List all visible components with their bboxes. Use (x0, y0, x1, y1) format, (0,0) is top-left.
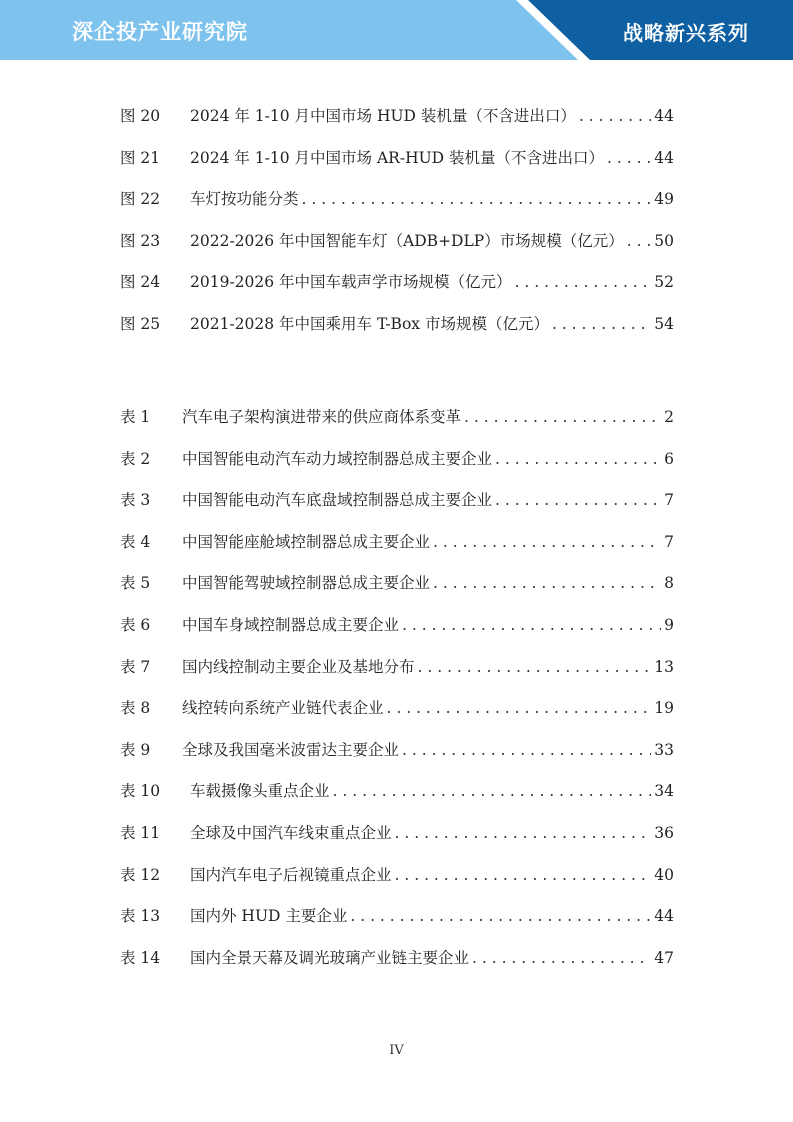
toc-leader (472, 938, 651, 980)
toc-leader (552, 304, 651, 346)
toc-number: 图 22 (120, 190, 161, 209)
toc-leader (333, 771, 652, 813)
toc-page: 50 (654, 231, 674, 250)
toc-number: 表 2 (120, 449, 151, 468)
table-list (120, 397, 674, 979)
toc-row[interactable] (120, 439, 674, 481)
toc-number: 表 1 (120, 408, 151, 426)
toc-leader (627, 221, 652, 263)
toc-number: 表 9 (120, 740, 151, 759)
toc-number: 图 23 (120, 231, 161, 250)
toc-page: 44 (654, 107, 674, 125)
toc-leader (495, 439, 661, 481)
toc-title: 国内汽车电子后视镜重点企业 (190, 865, 392, 884)
toc-leader (350, 896, 651, 938)
toc-row[interactable] (120, 262, 674, 304)
toc-number: 表 3 (120, 491, 151, 510)
toc-leader (418, 647, 652, 689)
toc-row[interactable] (120, 688, 674, 730)
toc-row[interactable] (120, 480, 674, 522)
toc-number: 图 20 (120, 107, 161, 125)
toc-title: 车灯按功能分类 (190, 190, 299, 209)
toc-number: 表 12 (120, 865, 161, 884)
toc-leader (387, 688, 652, 730)
toc-leader (464, 397, 661, 439)
brand-title: 深企投产业研究院 (72, 20, 248, 44)
toc-leader (395, 813, 652, 855)
toc-row[interactable] (120, 138, 674, 180)
toc-leader (515, 262, 652, 304)
toc-number: 图 24 (120, 273, 161, 292)
toc-number: 表 5 (120, 574, 151, 593)
series-title: 战略新兴系列 (623, 21, 749, 45)
toc-page: 54 (654, 314, 674, 333)
toc-row[interactable] (120, 563, 674, 605)
toc-title: 中国车身域控制器总成主要企业 (182, 615, 400, 634)
toc-page: 47 (654, 948, 674, 967)
toc-row[interactable] (120, 938, 674, 980)
toc-page: 13 (654, 657, 674, 676)
toc-leader (395, 855, 652, 897)
toc-number: 表 4 (120, 532, 151, 551)
toc-page: 7 (664, 491, 674, 510)
toc-row[interactable] (120, 179, 674, 221)
toc-row[interactable] (120, 96, 674, 138)
toc-page: 19 (654, 699, 674, 718)
toc-title: 汽车电子架构演进带来的供应商体系变革 (182, 408, 462, 426)
toc-title: 全球及中国汽车线束重点企业 (190, 823, 392, 842)
toc-title: 全球及我国毫米波雷达主要企业 (182, 740, 400, 759)
toc-number: 图 21 (120, 148, 161, 167)
toc-page: 44 (654, 148, 674, 167)
toc-row[interactable] (120, 771, 674, 813)
toc-page: 9 (664, 615, 674, 634)
toc-title: 中国智能驾驶域控制器总成主要企业 (182, 574, 431, 593)
toc-title: 中国智能电动汽车动力域控制器总成主要企业 (182, 449, 493, 468)
toc-row[interactable] (120, 605, 674, 647)
toc-row[interactable] (120, 813, 674, 855)
toc-number: 表 14 (120, 948, 161, 967)
page-number: IV (389, 1043, 404, 1058)
toc-leader (302, 179, 652, 221)
toc-page: 44 (654, 907, 674, 926)
page-header (0, 0, 793, 62)
toc-title: 国内线控制动主要企业及基地分布 (182, 657, 415, 676)
toc-row[interactable] (120, 522, 674, 564)
toc-title: 车载摄像头重点企业 (190, 782, 330, 801)
toc-number: 表 11 (120, 823, 161, 842)
toc-title: 国内全景天幕及调光玻璃产业链主要企业 (190, 948, 470, 967)
toc-page: 7 (664, 532, 674, 551)
toc-row[interactable] (120, 304, 674, 346)
toc-page: 36 (654, 823, 674, 842)
toc-page: 49 (654, 190, 674, 209)
toc-page: 2 (664, 408, 674, 426)
toc-page: 33 (654, 740, 674, 759)
toc-title: 线控转向系统产业链代表企业 (182, 699, 384, 718)
toc-row[interactable] (120, 896, 674, 938)
toc-leader (495, 480, 661, 522)
toc-number: 表 13 (120, 907, 161, 926)
toc-leader (402, 730, 651, 772)
toc-title: 中国智能座舱域控制器总成主要企业 (182, 532, 431, 551)
toc-title: 2024 年 1-10 月中国市场 HUD 装机量（不含进出口） (190, 107, 576, 125)
toc-number: 表 10 (120, 782, 161, 801)
toc-leader (433, 522, 661, 564)
toc-title: 2019-2026 年中国车载声学市场规模（亿元） (190, 273, 512, 292)
toc-leader (579, 96, 651, 138)
toc-title: 2022-2026 年中国智能车灯（ADB+DLP）市场规模（亿元） (190, 231, 624, 250)
toc-row[interactable] (120, 397, 674, 439)
toc-row[interactable] (120, 647, 674, 689)
toc-row[interactable] (120, 855, 674, 897)
toc-page: 34 (654, 782, 674, 801)
toc-row[interactable] (120, 221, 674, 263)
toc-number: 图 25 (120, 314, 161, 333)
toc-number: 表 8 (120, 699, 151, 718)
figure-list (120, 96, 674, 346)
toc-leader (402, 605, 661, 647)
toc-leader (433, 563, 661, 605)
toc-page: 40 (654, 865, 674, 884)
toc-title: 国内外 HUD 主要企业 (190, 907, 348, 926)
toc-title: 2024 年 1-10 月中国市场 AR-HUD 装机量（不含进出口） (190, 148, 605, 167)
toc-page: 6 (664, 449, 674, 468)
toc-page: 52 (654, 273, 674, 292)
toc-number: 表 6 (120, 615, 151, 634)
toc-title: 2021-2028 年中国乘用车 T-Box 市场规模（亿元） (190, 314, 549, 333)
toc-number: 表 7 (120, 657, 151, 676)
toc-title: 中国智能电动汽车底盘域控制器总成主要企业 (182, 491, 493, 510)
toc-page: 8 (664, 574, 674, 593)
toc-row[interactable] (120, 730, 674, 772)
toc-leader (607, 138, 651, 180)
